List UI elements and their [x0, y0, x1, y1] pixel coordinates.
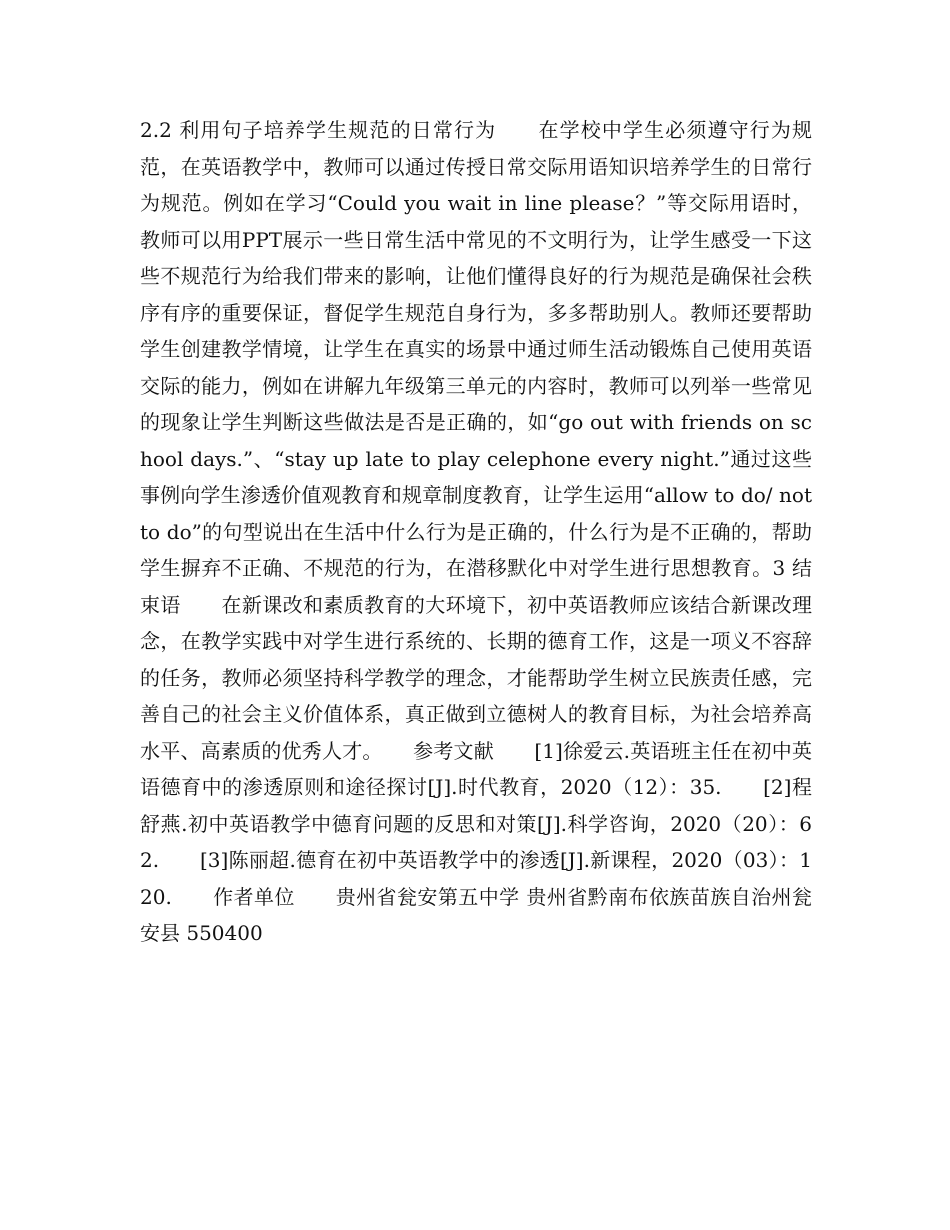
body-text: 2.2 利用句子培养学生规范的日常行为 在学校中学生必须遵守行为规范，在英语教学中，教师可以通过传授日常交际用语知识培养学生的日常行为规范。例如在学习“Could you wait in line please？”等交际用语时，教师可以用PPT展示一些日常生活中常见的不文明行为，让学生感受一下这些不规范行为给我们带来的影响，让他们懂得良好的行为规范是确保社会秩序有序的重要保证，督促学生规范自身行为，多多帮助别人。教师还要帮助学生创建教学情境，让学生在真实的场景中通过师生活动锻炼自己使用英语交际的能力，例如在讲解九年级第三单元的内容时，教师可以列举一些常见的现象让学生判断这些做法是否是正确的，如“go out with friends on school days.”、“stay up late to play celephone every night.”通过这些事例向学生渗透价值观教育和规章制度教育，让学生运用“allow to do/ not to do”的句型说出在生活中什么行为是正确的，什么行为是不正确的，帮助学生摒弃不正确、不规范的行为，在潜移默化中对学生进行思想教育。3 结束语 在新课改和素质教育的大环境下，初中英语教师应该结合新课改理念，在教学实践中对学生进行系统的、长期的德育工作，这是一项义不容辞的任务，教师必须坚持科学教学的理念，才能帮助学生树立民族责任感，完善自己的社会主义价值体系，真正做到立德树人的教育目标，为社会培养高水平、高素质的优秀人才。 参考文献 [1]徐爱云.英语班主任在初中英语德育中的渗透原则和途径探讨[J].时代教育，2020（12）：35. [2]程舒燕.初中英语教学中德育问题的反思和对策[J].科学咨询，2020（20）：62. [3]陈丽超.德育在初中英语教学中的渗透[J].新课程，2020（03）：120. 作者单位 贵州省瓮安第五中学 贵州省黔南布依族苗族自治州瓮安县 550400	[140, 118, 819, 945]
